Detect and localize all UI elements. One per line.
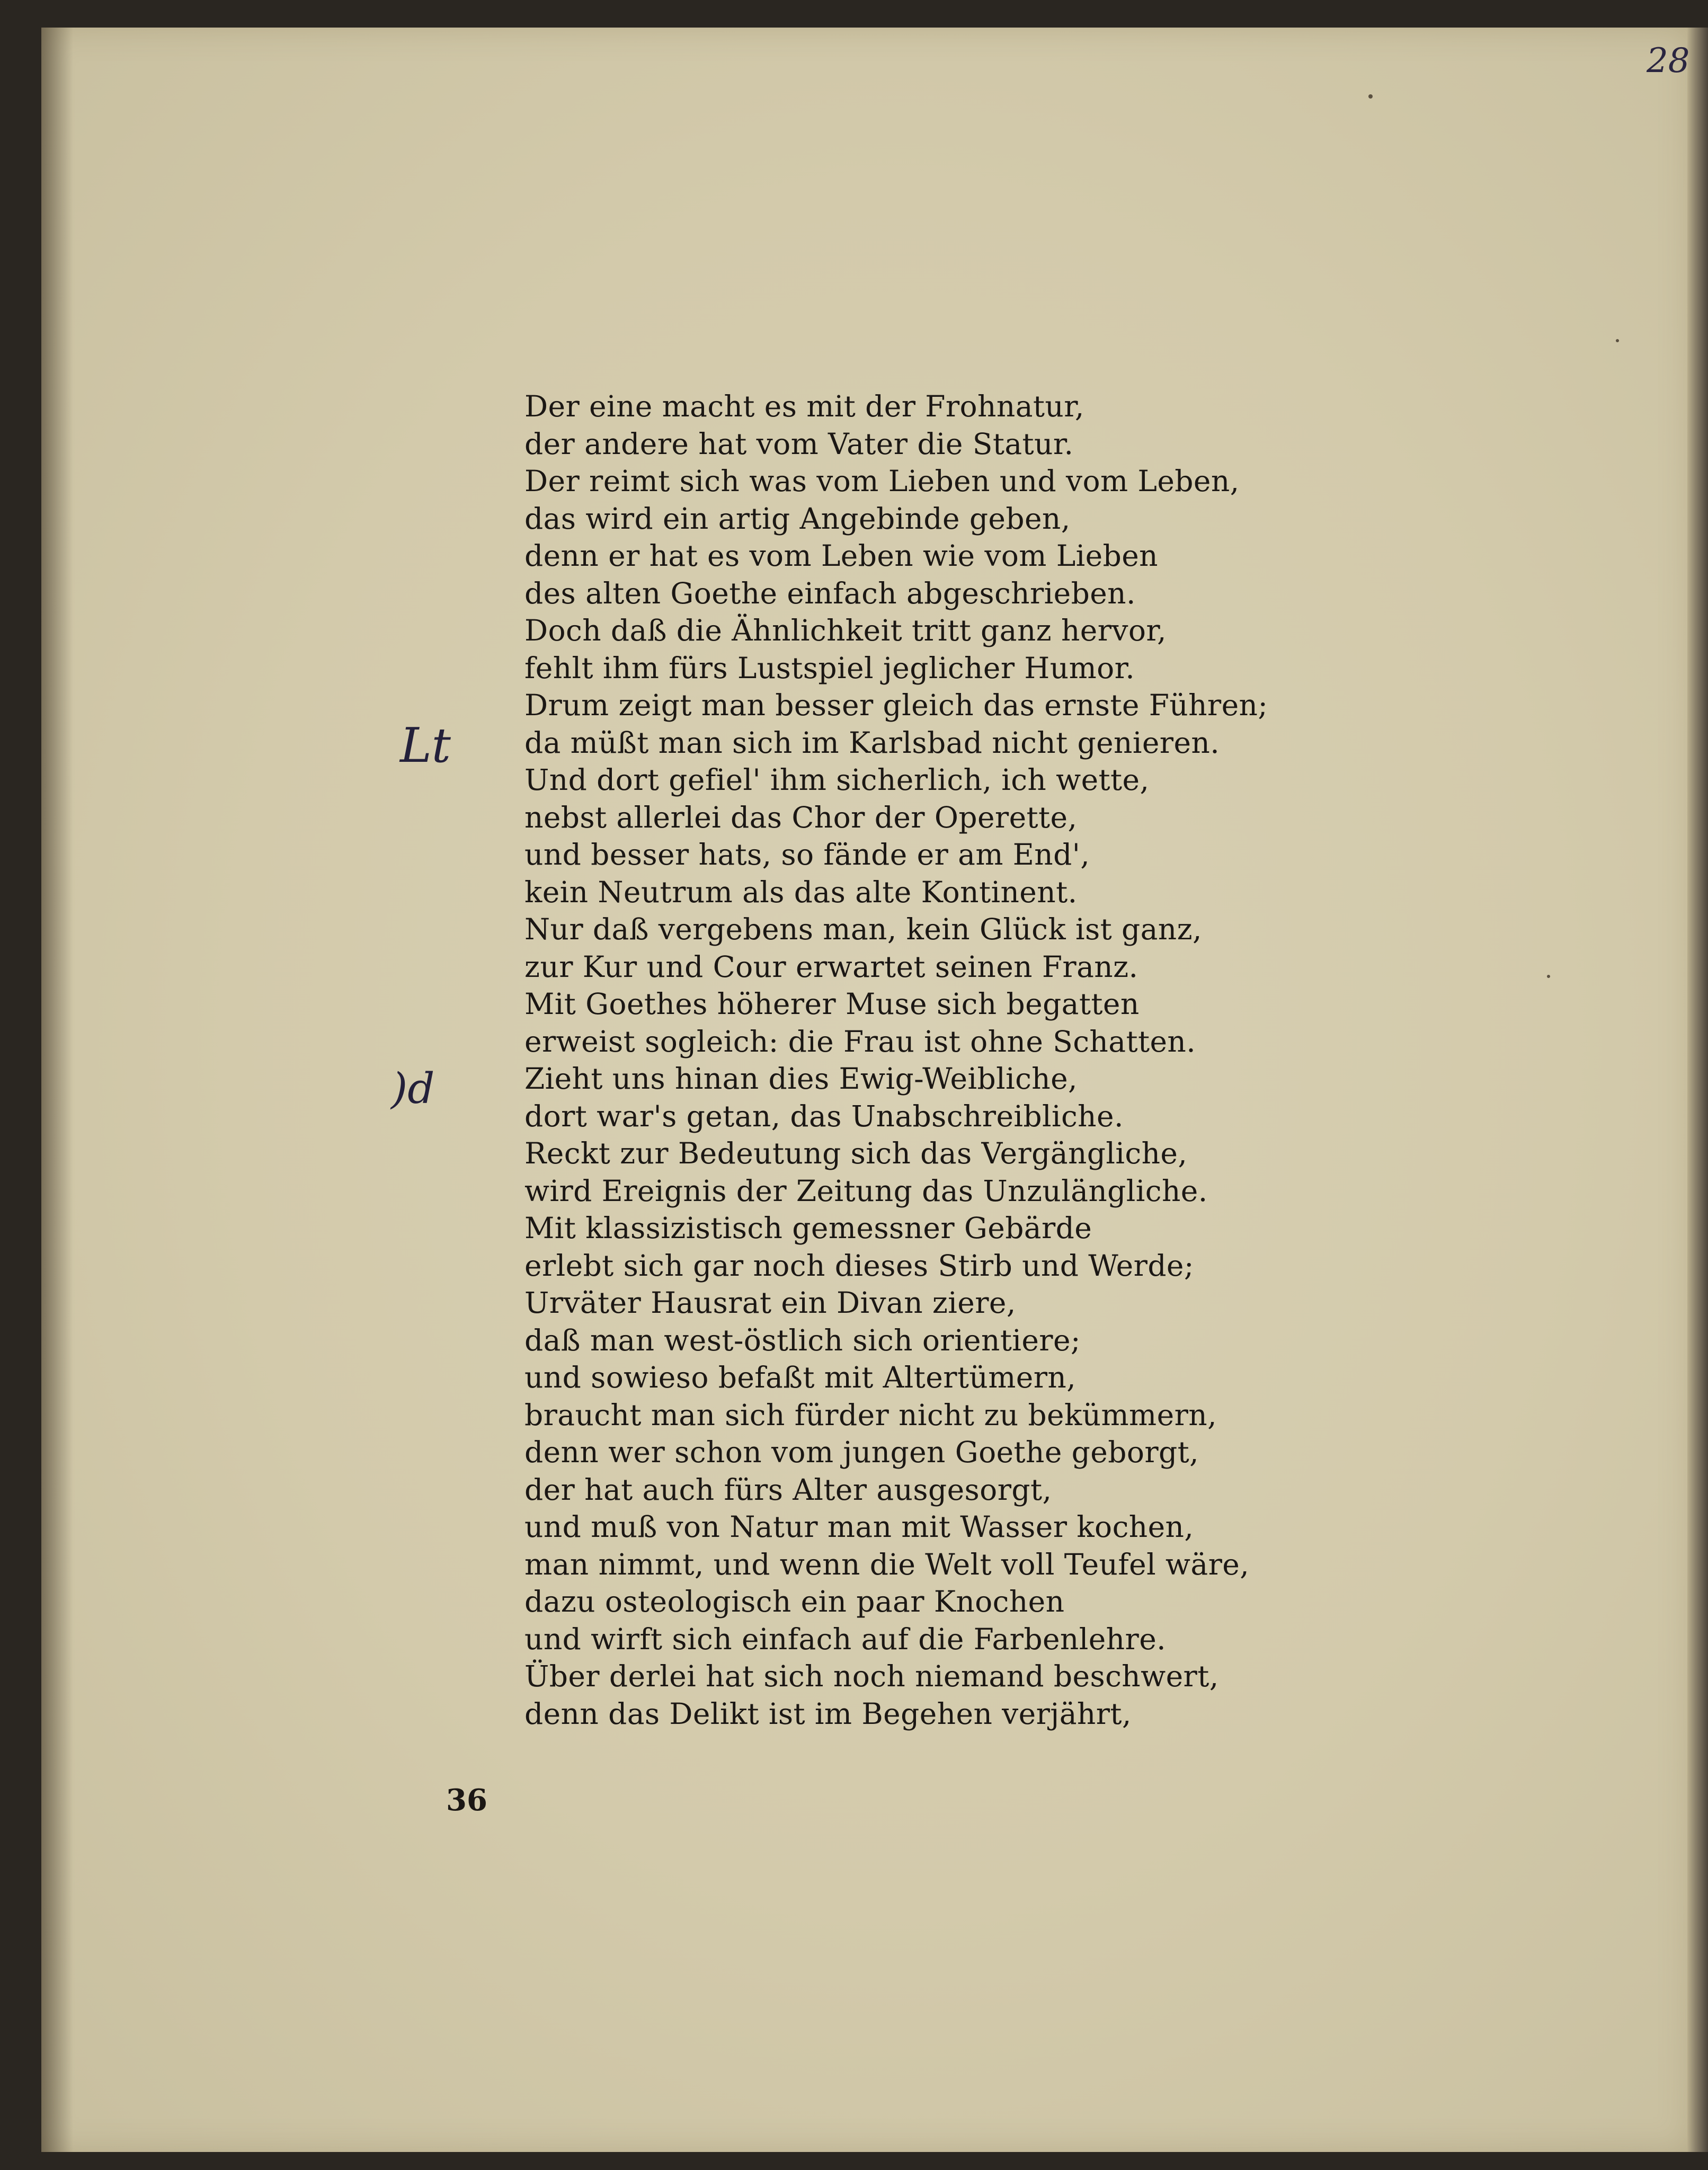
handwritten-folio-number: 28 bbox=[1647, 41, 1690, 81]
poem-line: daß man west-östlich sich orientiere; bbox=[524, 1323, 1081, 1357]
page-edge bbox=[1687, 28, 1708, 2152]
paper-speck bbox=[1368, 94, 1373, 99]
poem-line: denn das Delikt ist im Begehen verjährt, bbox=[524, 1696, 1132, 1731]
poem-line: der andere hat vom Vater die Statur. bbox=[524, 426, 1074, 461]
paper-speck bbox=[1616, 339, 1619, 342]
poem-line: braucht man sich fürder nicht zu bekümmern, bbox=[524, 1398, 1217, 1432]
poem-line: Mit Goethes höherer Muse sich begatten bbox=[524, 987, 1140, 1021]
poem-line: Drum zeigt man besser gleich das ernste Führen; bbox=[524, 688, 1268, 722]
poem-line: dort war's getan, das Unabschreibliche. bbox=[524, 1099, 1124, 1133]
poem-line: Doch daß die Ähnlichkeit tritt ganz hervor, bbox=[524, 613, 1167, 647]
poem-line: und besser hats, so fände er am End', bbox=[524, 838, 1090, 871]
poem-line: kein Neutrum als das alte Kontinent. bbox=[524, 875, 1078, 909]
poem-line: da müßt man sich im Karlsbad nicht genieren. bbox=[524, 725, 1220, 760]
poem-line: Zieht uns hinan dies Ewig-Weibliche, bbox=[524, 1062, 1078, 1096]
poem-line: Über derlei hat sich noch niemand beschwert, bbox=[524, 1659, 1219, 1693]
poem-line: Und dort gefiel' ihm sicherlich, ich wette, bbox=[524, 763, 1150, 797]
poem-line: und wirft sich einfach auf die Farbenlehre. bbox=[524, 1622, 1167, 1656]
margin-annotation: Lt bbox=[400, 718, 451, 773]
poem-line: denn er hat es vom Leben wie vom Lieben bbox=[524, 539, 1158, 573]
poem-line: und sowieso befaßt mit Altertümern, bbox=[524, 1360, 1077, 1394]
poem-line: Urväter Hausrat ein Divan ziere, bbox=[524, 1286, 1016, 1320]
poem-line: denn wer schon vom jungen Goethe geborgt, bbox=[524, 1435, 1199, 1469]
poem-line: des alten Goethe einfach abgeschrieben. bbox=[524, 576, 1136, 610]
paper-speck bbox=[1547, 975, 1550, 978]
poem-line: dazu osteologisch ein paar Knochen bbox=[524, 1585, 1065, 1618]
page-number: 36 bbox=[446, 1783, 487, 1818]
poem-line: Mit klassizistisch gemessner Gebärde bbox=[524, 1211, 1092, 1245]
poem-text bbox=[524, 388, 1319, 1732]
poem-line: Der reimt sich was vom Lieben und vom Leben, bbox=[524, 464, 1240, 498]
poem-line: man nimmt, und wenn die Welt voll Teufel wäre, bbox=[524, 1547, 1250, 1581]
binding-gutter bbox=[41, 28, 73, 2152]
poem-line: und muß von Natur man mit Wasser kochen, bbox=[524, 1510, 1194, 1544]
poem-line: Reckt zur Bedeutung sich das Vergängliche, bbox=[524, 1136, 1188, 1170]
margin-annotation: )d bbox=[391, 1064, 435, 1113]
poem-line: Der eine macht es mit der Frohnatur, bbox=[524, 389, 1084, 423]
poem-line: Nur daß vergebens man, kein Glück ist ganz, bbox=[524, 912, 1202, 946]
poem-line: erlebt sich gar noch dieses Stirb und Werde; bbox=[524, 1248, 1194, 1283]
poem-line: der hat auch fürs Alter ausgesorgt, bbox=[524, 1472, 1052, 1507]
poem-line: das wird ein artig Angebinde geben, bbox=[524, 501, 1071, 536]
poem-line: erweist sogleich: die Frau ist ohne Schatten. bbox=[524, 1024, 1196, 1059]
poem-line: fehlt ihm fürs Lustspiel jeglicher Humor. bbox=[524, 651, 1135, 685]
poem-line: nebst allerlei das Chor der Operette, bbox=[524, 800, 1078, 834]
poem-line: zur Kur und Cour erwartet seinen Franz. bbox=[524, 949, 1138, 984]
poem-line: wird Ereignis der Zeitung das Unzulängliche. bbox=[524, 1173, 1208, 1208]
